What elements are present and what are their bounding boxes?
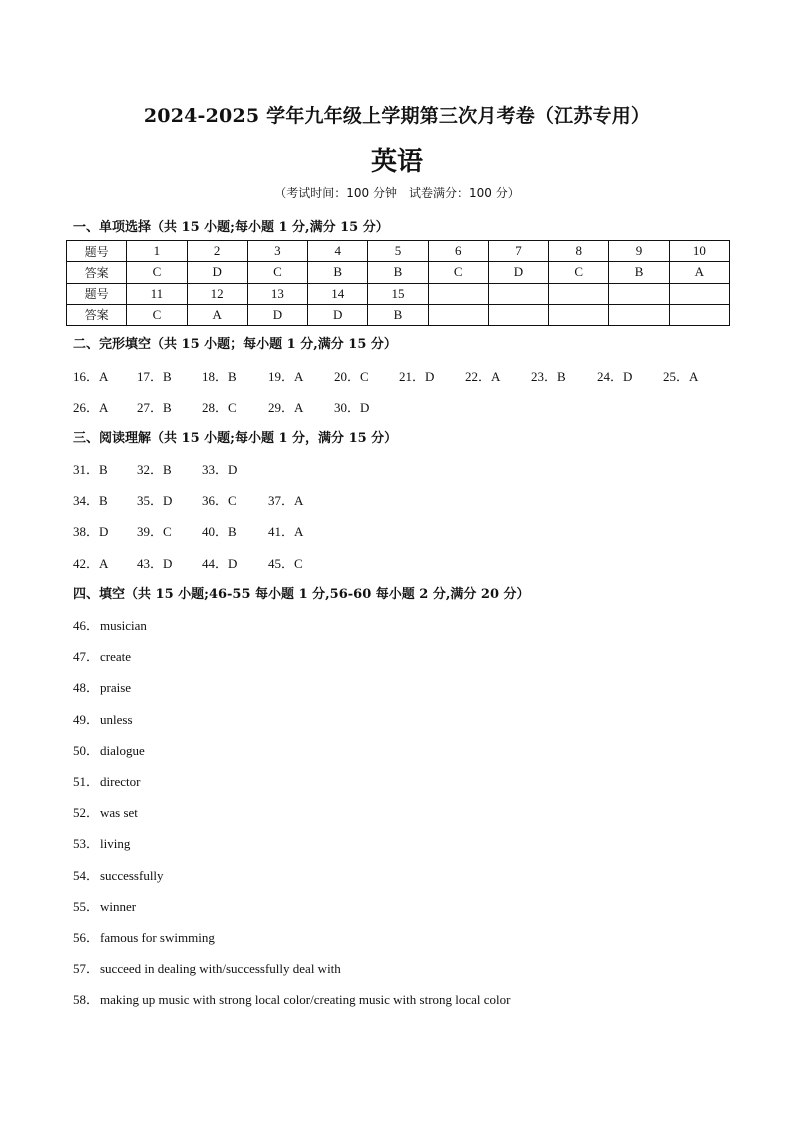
table-cell: C <box>549 262 609 283</box>
list-item: 49．unless <box>73 712 133 727</box>
table-cell <box>428 304 488 325</box>
table-cell: 5 <box>368 241 428 262</box>
list-item: 47．create <box>73 649 132 664</box>
answer-item: 30．D <box>334 400 370 415</box>
table-cell: 14 <box>308 283 368 304</box>
table-cell: 7 <box>488 241 548 262</box>
table-cell <box>428 283 488 304</box>
section-heading-cloze: 二、完形填空（共 15 小题；每小题 1 分,满分 15 分） <box>73 337 397 352</box>
table-cell <box>488 304 548 325</box>
answer-item: 40．B <box>202 524 237 539</box>
answer-item: 32．B <box>137 462 172 477</box>
table-cell: 11 <box>127 283 187 304</box>
table-cell <box>609 283 669 304</box>
table-cell: B <box>368 304 428 325</box>
table-cell: B <box>368 262 428 283</box>
answer-item: 20．C <box>334 369 369 384</box>
table-cell: 6 <box>428 241 488 262</box>
table-cell: 9 <box>609 241 669 262</box>
table-cell <box>549 283 609 304</box>
table-cell: C <box>127 304 187 325</box>
table-label-question: 题号 <box>67 241 127 262</box>
answer-item: 26．A <box>73 400 109 415</box>
table-cell: D <box>488 262 548 283</box>
table-cell <box>609 304 669 325</box>
table-cell: 13 <box>247 283 307 304</box>
list-item: 58．making up music with strong local color/creating music with strong local color <box>73 992 511 1007</box>
answer-item: 35．D <box>137 493 173 508</box>
list-item: 48．praise <box>73 680 132 695</box>
exam-info: （考试时间：100 分钟 试卷满分：100 分） <box>274 186 520 200</box>
table-cell: C <box>247 262 307 283</box>
table-cell: 15 <box>368 283 428 304</box>
answer-item: 31．B <box>73 462 108 477</box>
table-label-answer: 答案 <box>67 262 127 283</box>
list-item: 51．director <box>73 774 141 789</box>
answer-item: 43．D <box>137 556 173 571</box>
answer-item: 16．A <box>73 369 109 384</box>
answer-item: 34．B <box>73 493 108 508</box>
list-item: 55．winner <box>73 899 137 914</box>
table-cell: D <box>247 304 307 325</box>
table-cell <box>488 283 548 304</box>
section-heading-reading: 三、阅读理解（共 15 小题;每小题 1 分，满分 15 分） <box>73 431 398 446</box>
table-cell <box>669 283 729 304</box>
list-item: 52．was set <box>73 805 138 820</box>
table-cell: 12 <box>187 283 247 304</box>
table-cell: 1 <box>127 241 187 262</box>
table-cell: C <box>127 262 187 283</box>
answer-item: 39．C <box>137 524 172 539</box>
table-cell: 10 <box>669 241 729 262</box>
list-item: 46．musician <box>73 618 147 633</box>
answer-item: 19．A <box>268 369 304 384</box>
table-cell: 2 <box>187 241 247 262</box>
table-label-answer: 答案 <box>67 304 127 325</box>
table-row-answers-2 <box>67 304 730 325</box>
list-item: 57．succeed in dealing with/successfully deal with <box>73 961 341 976</box>
table-label-question: 题号 <box>67 283 127 304</box>
answer-item: 42．A <box>73 556 109 571</box>
answer-item: 25．A <box>663 369 699 384</box>
table-cell: C <box>428 262 488 283</box>
answer-item: 17．B <box>137 369 172 384</box>
subject-title: 英语 <box>370 147 423 177</box>
table-cell: 4 <box>308 241 368 262</box>
table-cell <box>549 304 609 325</box>
answer-item: 28．C <box>202 400 237 415</box>
list-item: 50．dialogue <box>73 743 145 758</box>
answer-item: 44．D <box>202 556 238 571</box>
section-heading-fill-in: 四、填空（共 15 小题;46-55 每小题 1 分,56-60 每小题 2 分,满分 20 分） <box>73 587 530 602</box>
answer-item: 37．A <box>268 493 304 508</box>
table-cell: A <box>669 262 729 283</box>
table-cell: B <box>609 262 669 283</box>
table-cell: D <box>308 304 368 325</box>
list-item: 54．successfully <box>73 868 164 883</box>
answer-item: 38．D <box>73 524 109 539</box>
page-title: 2024-2025 学年九年级上学期第三次月考卷（江苏专用） <box>143 105 651 127</box>
answer-item: 24．D <box>597 369 633 384</box>
answer-table <box>66 240 730 326</box>
answer-item: 36．C <box>202 493 237 508</box>
answer-item: 21．D <box>399 369 435 384</box>
answer-item: 18．B <box>202 369 237 384</box>
table-cell: 8 <box>549 241 609 262</box>
answer-item: 22．A <box>465 369 501 384</box>
answer-item: 45．C <box>268 556 303 571</box>
answer-item: 29．A <box>268 400 304 415</box>
table-row-questions-2 <box>67 283 730 304</box>
table-cell: A <box>187 304 247 325</box>
answer-item: 27．B <box>137 400 172 415</box>
table-row-questions-1 <box>67 241 730 262</box>
table-cell <box>669 304 729 325</box>
answer-item: 33．D <box>202 462 238 477</box>
list-item: 53．living <box>73 836 131 851</box>
list-item: 56．famous for swimming <box>73 930 215 945</box>
table-cell: 3 <box>247 241 307 262</box>
answer-item: 23．B <box>531 369 566 384</box>
table-cell: D <box>187 262 247 283</box>
table-row-answers-1 <box>67 262 730 283</box>
answer-item: 41．A <box>268 524 304 539</box>
section-heading-single-choice: 一、单项选择（共 15 小题;每小题 1 分,满分 15 分） <box>73 220 389 235</box>
table-cell: B <box>308 262 368 283</box>
